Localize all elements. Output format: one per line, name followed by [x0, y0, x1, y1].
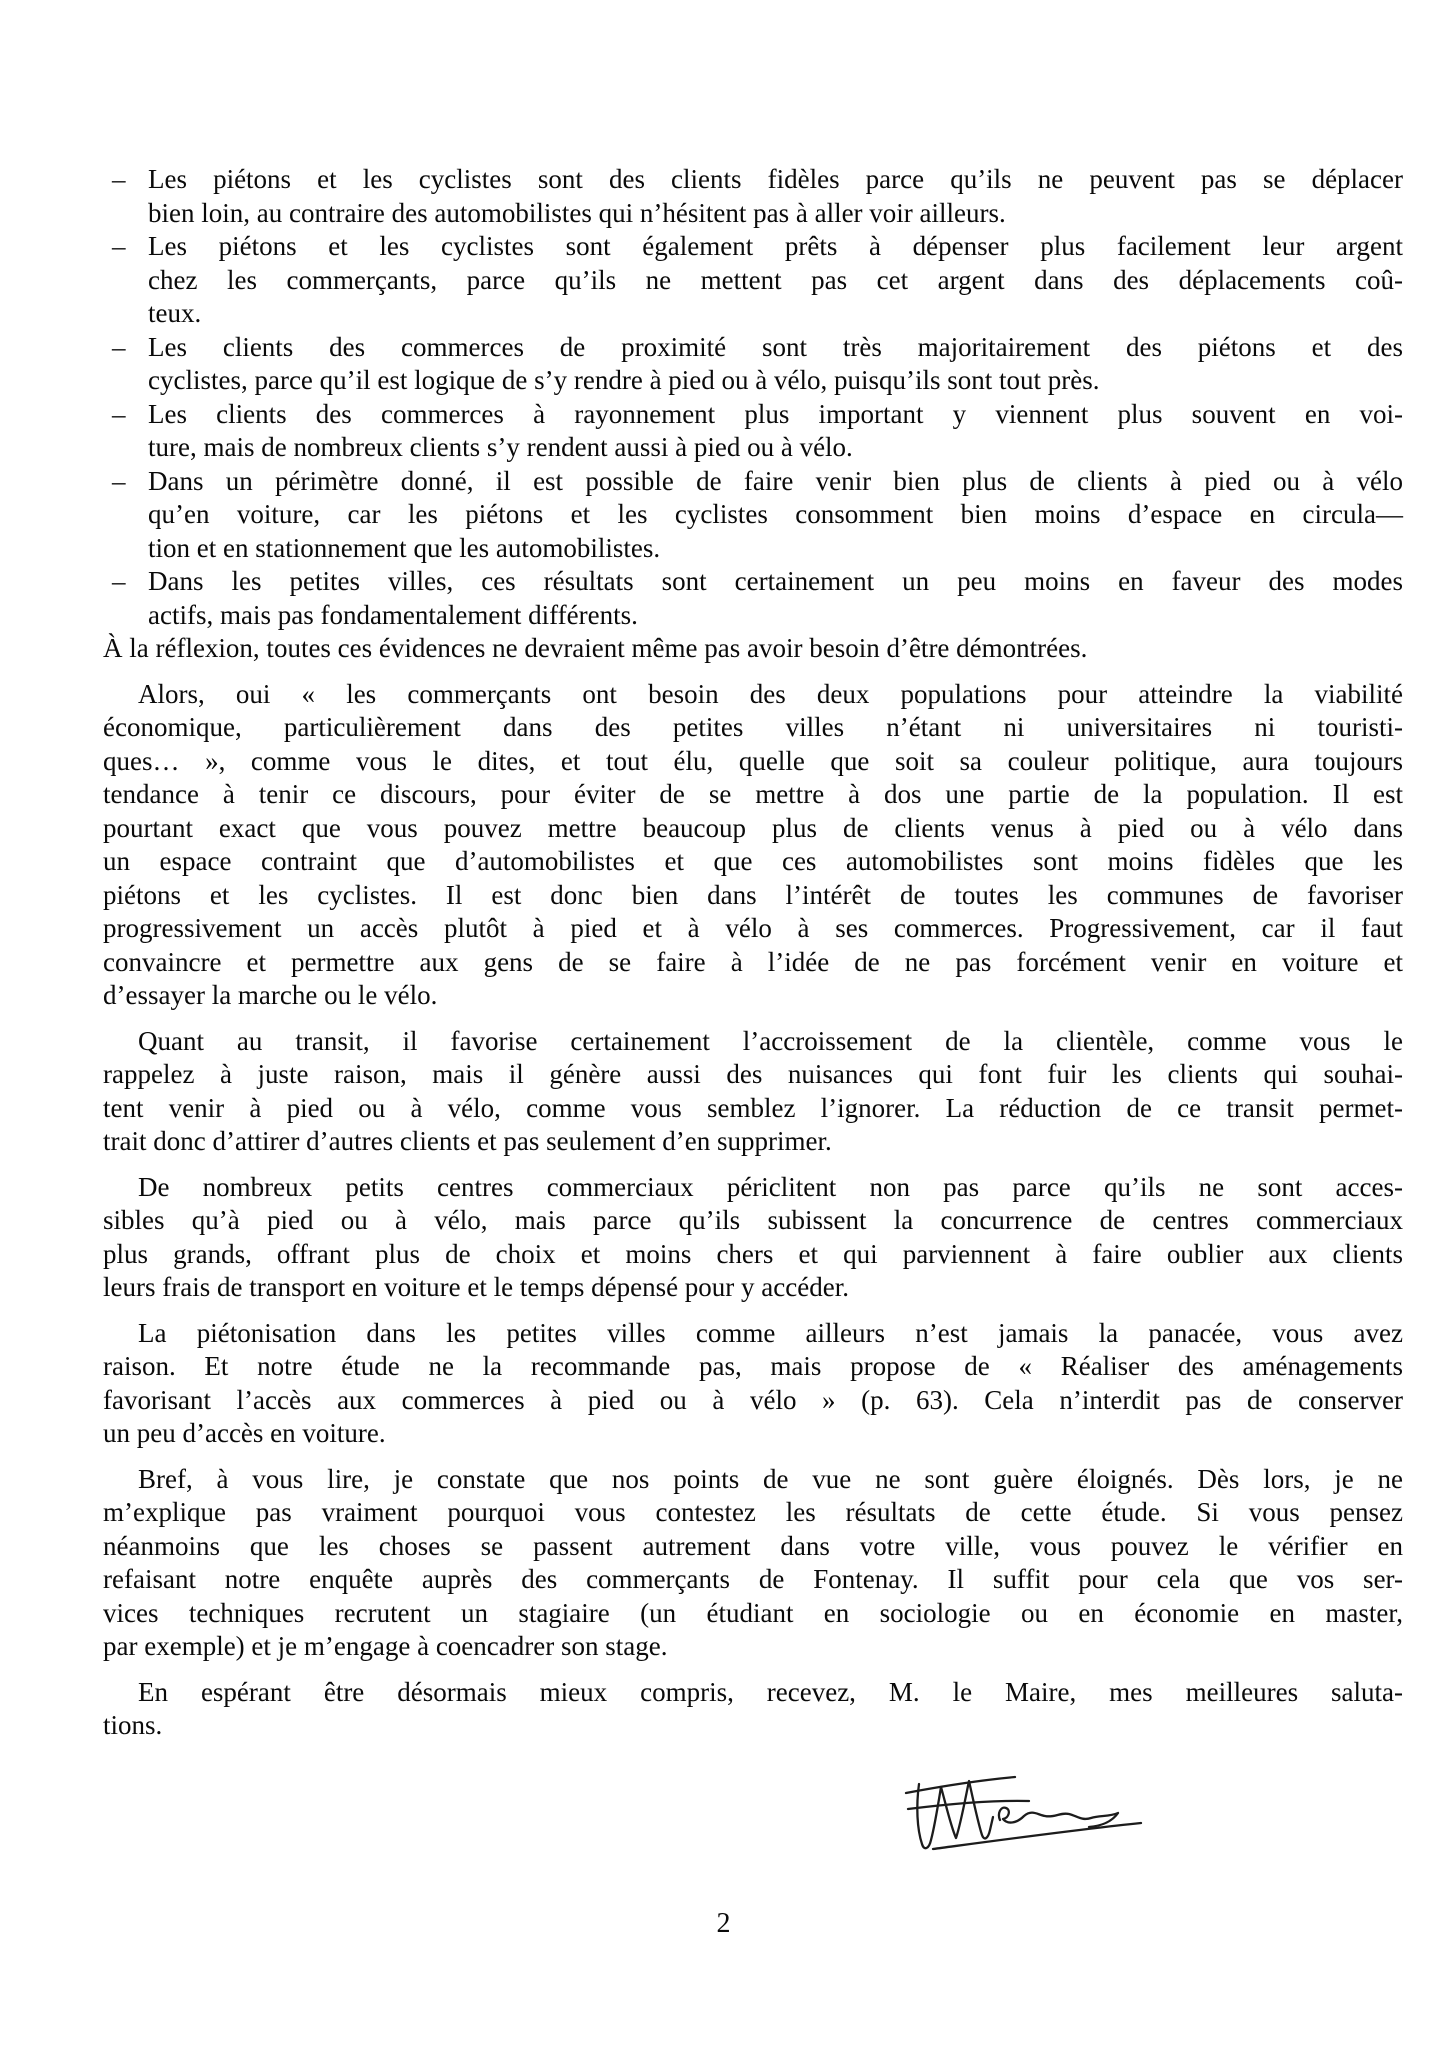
text-line: m’explique pas vraiment pourquoi vous contestez les résultats de cette étude. Si vous pensez: [103, 1497, 1403, 1527]
bullet-item: [103, 230, 1403, 331]
bullet-dash: –: [112, 398, 126, 429]
text-line: un peu d’accès en voiture.: [103, 1418, 386, 1448]
text-line: néanmoins que les choses se passent autrement dans votre ville, vous pouvez le vérifier en: [103, 1530, 1403, 1561]
text-line: progressivement un accès plutôt à pied et à vélo à ses commerces. Progressivement, car il faut: [103, 913, 1403, 943]
text-line: À la réflexion, toutes ces évidences ne devraient même pas avoir besoin d’être démontrées.: [103, 633, 1088, 663]
paragraph: [103, 1317, 1403, 1451]
text-line: ques… », comme vous le dites, et tout élu, quelle que soit sa couleur politique, aura toujours: [103, 745, 1403, 776]
text-line: teux.: [148, 298, 202, 328]
text-line: Dans un périmètre donné, il est possible de faire venir bien plus de clients à pied ou à vélo: [148, 465, 1403, 496]
text-line: qu’en voiture, car les piétons et les cyclistes consomment bien moins d’espace en circula—: [148, 499, 1403, 529]
bullet-text: [148, 565, 1403, 632]
text-line: favorisant l’accès aux commerces à pied ou à vélo » (p. 63). Cela n’interdit pas de conserver: [103, 1384, 1403, 1415]
text-line: tendance à tenir ce discours, pour éviter de se mettre à dos une partie de la population. Il est: [103, 779, 1403, 809]
text-line: raison. Et notre étude ne la recommande pas, mais propose de « Réaliser des aménagements: [103, 1351, 1403, 1381]
text-line: Alors, oui « les commerçants ont besoin des deux populations pour atteindre la viabilité: [138, 678, 1403, 709]
text-line: Les clients des commerces à rayonnement plus important y viennent plus souvent en voi-: [148, 398, 1403, 429]
text-line: ture, mais de nombreux clients s’y rendent aussi à pied ou à vélo.: [148, 432, 853, 462]
text-line: bien loin, au contraire des automobilistes qui n’hésitent pas à aller voir ailleurs.: [148, 197, 1006, 228]
text-line: par exemple) et je m’engage à coencadrer son stage.: [103, 1631, 668, 1661]
bullet-text: [148, 331, 1403, 398]
bullet-dash: –: [112, 331, 126, 362]
text-line: trait donc d’attirer d’autres clients et pas seulement d’en supprimer.: [103, 1126, 832, 1156]
page-number: 2: [716, 1908, 731, 1939]
text-line: économique, particulièrement dans des petites villes n’étant ni universitaires ni touristi-: [103, 712, 1403, 742]
paragraph: [103, 632, 1403, 666]
signature-icon: [903, 1771, 1153, 1855]
bullet-text: [148, 398, 1403, 465]
text-line: Quant au transit, il favorise certainement l’accroissement de la clientèle, comme vous le: [138, 1025, 1403, 1056]
bullet-dash: –: [112, 231, 126, 261]
text-line: d’essayer la marche ou le vélo.: [103, 980, 438, 1010]
letter-body: [103, 163, 1403, 1743]
bullet-item: [103, 331, 1403, 398]
signature-image: [903, 1771, 1153, 1855]
paragraph: [103, 1171, 1403, 1305]
text-line: convaincre et permettre aux gens de se faire à l’idée de ne pas forcément venir en voiture et: [103, 946, 1403, 977]
paragraph: [103, 1463, 1403, 1664]
bullet-text: [148, 163, 1403, 230]
text-line: Les clients des commerces de proximité sont très majoritairement des piétons et des: [148, 331, 1403, 362]
paragraph: [103, 1025, 1403, 1159]
text-line: tion et en stationnement que les automobilistes.: [148, 532, 661, 563]
text-line: plus grands, offrant plus de choix et moins chers et qui parviennent à faire oublier aux clients: [103, 1238, 1403, 1269]
bullet-item: [103, 465, 1403, 566]
bullet-dash: –: [112, 164, 126, 194]
bullet-item: [103, 565, 1403, 632]
text-line: rappelez à juste raison, mais il génère aussi des nuisances qui font fuir les clients qui souhai-: [103, 1059, 1403, 1089]
text-line: sibles qu’à pied ou à vélo, mais parce qu’ils subissent la concurrence de centres commerciaux: [103, 1205, 1403, 1235]
text-line: tions.: [103, 1710, 163, 1740]
bullet-item: [103, 163, 1403, 230]
bullet-dash: –: [112, 566, 126, 596]
paragraph: [103, 1676, 1403, 1743]
bullet-text: [148, 230, 1403, 331]
text-line: un espace contraint que d’automobilistes et que ces automobilistes sont moins fidèles que les: [103, 846, 1403, 876]
text-line: chez les commerçants, parce qu’ils ne mettent pas cet argent dans des déplacements coû-: [148, 264, 1403, 295]
text-line: De nombreux petits centres commerciaux périclitent non pas parce qu’ils ne sont acces-: [138, 1171, 1403, 1202]
text-line: leurs frais de transport en voiture et le temps dépensé pour y accéder.: [103, 1272, 849, 1302]
bullet-item: [103, 398, 1403, 465]
text-line: Dans les petites villes, ces résultats sont certainement un peu moins en faveur des modes: [148, 566, 1403, 596]
text-line: Les piétons et les cyclistes sont également prêts à dépenser plus facilement leur argent: [148, 231, 1403, 261]
text-line: pourtant exact que vous pouvez mettre beaucoup plus de clients venus à pied ou à vélo dans: [103, 812, 1403, 843]
text-line: refaisant notre enquête auprès des commerçants de Fontenay. Il suffit pour cela que vos ser-: [103, 1564, 1403, 1594]
bullet-text: [148, 465, 1403, 566]
text-line: cyclistes, parce qu’il est logique de s’y rendre à pied ou à vélo, puisqu’ils sont tout près.: [148, 365, 1100, 395]
text-line: La piétonisation dans les petites villes comme ailleurs n’est jamais la panacée, vous avez: [138, 1317, 1403, 1348]
text-line: vices techniques recrutent un stagiaire (un étudiant en sociologie ou en économie en master,: [103, 1597, 1403, 1628]
text-line: actifs, mais pas fondamentalement différents.: [148, 599, 638, 630]
paragraph: [103, 678, 1403, 1013]
bullet-dash: –: [112, 465, 126, 496]
text-line: piétons et les cyclistes. Il est donc bien dans l’intérêt de toutes les communes de favoriser: [103, 879, 1403, 910]
text-line: tent venir à pied ou à vélo, comme vous semblez l’ignorer. La réduction de ce transit permet-: [103, 1092, 1403, 1123]
text-line: Bref, à vous lire, je constate que nos points de vue ne sont guère éloignés. Dès lors, je ne: [138, 1463, 1403, 1494]
text-line: Les piétons et les cyclistes sont des clients fidèles parce qu’ils ne peuvent pas se déplacer: [148, 164, 1403, 194]
text-line: En espérant être désormais mieux compris, recevez, M. le Maire, mes meilleures saluta-: [138, 1676, 1403, 1707]
